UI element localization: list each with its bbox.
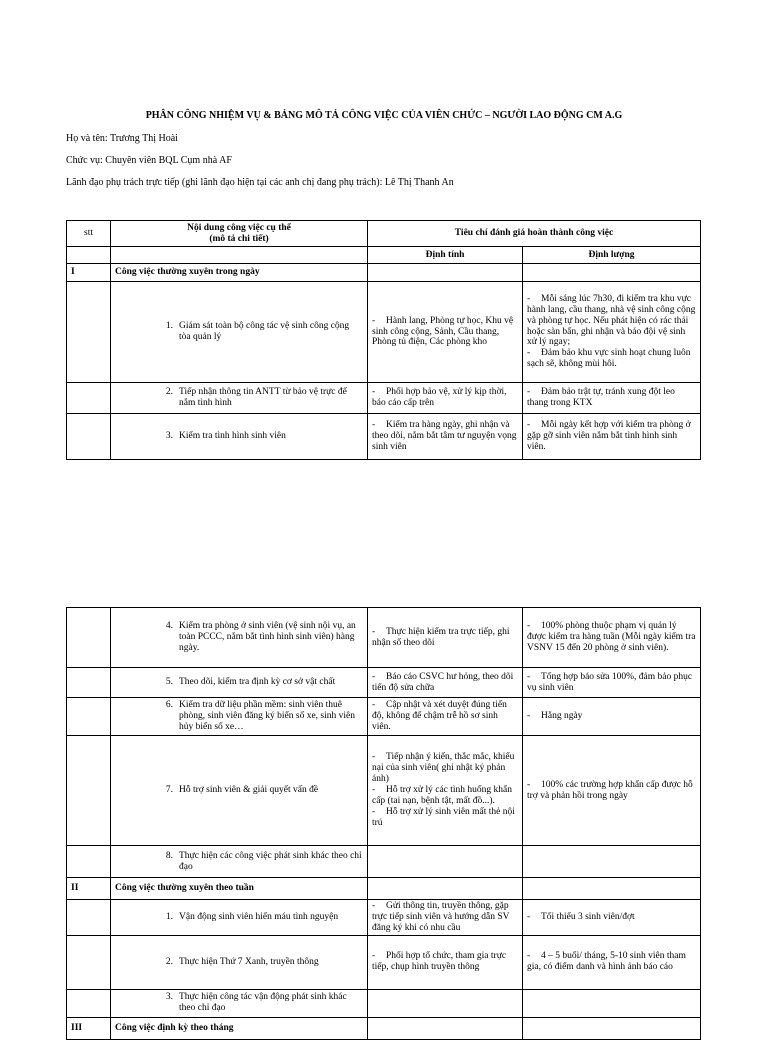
qualitative-text: Cập nhật và xét duyệt đúng tiến độ, không để chậm trễ hồ sơ sinh viên. [372,700,507,732]
employee-name: Họ và tên: Trương Thị Hoài [66,133,178,144]
bullet-dash: - [372,315,376,326]
qualitative-bullet [372,316,518,349]
header-stt: stt [67,221,111,247]
qualitative-cell [368,668,523,698]
qualitative-cell [368,698,523,736]
table-row [67,736,701,846]
qualitative-cell [368,282,523,383]
table-row [67,414,701,460]
quantitative-text: Tối thiểu 3 sinh viên/đợt [541,911,635,922]
table-row [67,935,701,989]
qualitative-text: Gửi thông tin, truyền thông, gặp trực tiếp sinh viên và hướng dẫn SV đăng ký khi có nhu cầu [372,901,510,933]
section-number: III [67,1017,111,1039]
task-number: 6. [165,700,173,711]
table-row [67,698,701,736]
empty-cell [67,698,111,736]
quantitative-bullet [527,951,696,973]
task-number: 3. [165,992,173,1003]
task-number: 2. [165,956,173,967]
task-description: Kiểm tra tình hình sinh viên [179,431,286,442]
qualitative-cell [368,736,523,846]
direct-leader: Lãnh đạo phụ trách trực tiếp (ghi lãnh đạo hiện tại các anh chị đang phụ trách): Lê Thị Thanh An [66,177,454,188]
task-description: Vận động sinh viên hiến máu tình nguyện [179,911,339,922]
employee-position: Chức vụ: Chuyên viên BQL Cụm nhà AF [66,155,232,166]
task-description: Kiểm tra phòng ở sinh viên (vệ sinh nội vụ, an toàn PCCC, nắm bắt tình hình sinh viên) hàng ngày. [179,621,356,653]
task-cell [111,608,368,668]
task-description: Thực hiện các công việc phát sinh khác theo chỉ đạo [179,850,362,872]
qualitative-text: Phối hợp tổ chức, tham gia trực tiếp, chụp hình truyền thông [372,951,507,973]
task-description: Giám sát toàn bộ công tác vệ sinh công cộng tòa quản lý [179,321,350,342]
quantitative-bullet [527,672,696,694]
bullet-dash: - [527,671,531,682]
quantitative-cell [523,989,701,1017]
qualitative-cell [368,414,523,460]
task-number: 2. [165,387,173,398]
header-criteria: Tiêu chí đánh giá hoàn thành công việc [368,221,701,247]
bullet-dash: - [372,901,376,911]
empty-cell [67,282,111,383]
section-label: Công việc định kỳ theo tháng [111,1017,368,1039]
header-qualitative: Định tính [368,247,523,264]
task-number: 8. [165,850,173,861]
bullet-dash: - [527,711,531,722]
qualitative-bullet [372,807,518,829]
empty-cell [368,878,523,900]
quantitative-cell [523,282,701,383]
task-cell [111,935,368,989]
qualitative-text: Thực hiện kiểm tra trực tiếp, ghi nhận số theo dõi [372,626,510,648]
empty-cell [67,846,111,878]
quantitative-text: Mỗi sáng lúc 7h30, đi kiểm tra khu vực hành lang, cầu thang, nhà vệ sinh công cộng và phòng tự học. Nếu phát hiện có rác thải hoặc sàn bẩn, ghi nhận và báo đội vệ sinh xử lý ngay; [527,293,696,348]
header-empty-cell [67,247,111,264]
empty-cell [523,1017,701,1039]
qualitative-text: Hành lang, Phòng tự học, Khu vệ sinh công cộng, Sảnh, Cầu thang, Phòng tủ điện, Các phòng kho [372,315,514,348]
qualitative-text: Kiểm tra hàng ngày, ghi nhận và theo dõi, nắm bắt tâm tư nguyện vọng sinh viên [372,420,517,452]
empty-cell [67,668,111,698]
empty-cell [67,414,111,460]
section-label: Công việc thường xuyên theo tuần [111,878,368,900]
task-cell [111,989,368,1017]
quantitative-text: 100% phòng thuộc phạm vị quản lý được kiểm tra hàng tuần (Mỗi ngày kiểm tra VSNV 15 đến 20 phòng ở sinh viên). [527,621,696,653]
empty-cell [67,383,111,414]
bullet-dash: - [527,621,531,632]
qualitative-bullet [372,700,518,733]
section-label: Công việc thường xuyên trong ngày [111,264,368,282]
quantitative-bullet [527,294,696,349]
task-cell [111,668,368,698]
quantitative-cell [523,736,701,846]
empty-cell [67,989,111,1017]
section-number: II [67,878,111,900]
quantitative-bullet [527,420,696,453]
empty-cell [67,900,111,936]
qualitative-bullet [372,672,518,694]
section-number: I [67,264,111,282]
qualitative-text: Báo cáo CSVC hư hỏng, theo dõi tiến độ sửa chữa [372,671,514,693]
quantitative-text: Đảm bảo khu vực sinh hoạt chung luôn sạch sẽ, không mùi hôi. [527,348,691,370]
header-content-sub: (mô tả chi tiết) [209,233,269,244]
bullet-dash: - [372,806,376,817]
quantitative-cell [523,698,701,736]
table-row [67,989,701,1017]
task-cell [111,414,368,460]
qualitative-bullet [372,387,518,409]
task-description: Thực hiện Thứ 7 Xanh, truyền thông [179,956,319,967]
task-number: 7. [165,785,173,796]
empty-cell [523,878,701,900]
qualitative-bullet [372,420,518,453]
empty-cell [67,608,111,668]
empty-cell [67,736,111,846]
bullet-dash: - [527,348,531,359]
qualitative-text: Tiếp nhận ý kiến, thắc mắc, khiếu nại của sinh viên( ghi nhật ký phản ánh) [372,752,515,785]
header-content-label: Nội dung công việc cụ thể [187,222,291,233]
bullet-dash: - [527,951,531,962]
quantitative-bullet [527,348,696,370]
qualitative-bullet [372,901,518,934]
table-row [67,282,701,383]
table-row [67,668,701,698]
task-rows [67,900,701,1018]
empty-cell [523,264,701,282]
table-row [67,900,701,936]
quantitative-bullet [527,621,696,654]
bullet-dash: - [372,387,376,398]
empty-cell [368,264,523,282]
quantitative-cell [523,935,701,989]
task-rows [67,608,701,878]
task-cell [111,383,368,414]
task-table-page-1 [66,220,701,460]
qualitative-text: Phối hợp bảo vệ, xử lý kịp thời, báo cáo cấp trên [372,387,507,408]
task-rows [67,282,701,460]
task-description: Hỗ trợ sinh viên & giải quyết vấn đề [179,785,319,796]
quantitative-cell [523,414,701,460]
bullet-dash: - [527,420,531,431]
quantitative-bullet [527,780,696,802]
qualitative-cell [368,383,523,414]
bullet-dash: - [372,700,376,711]
bullet-dash: - [372,420,376,431]
task-number: 1. [165,911,173,922]
qualitative-bullet [372,951,518,973]
bullet-dash: - [372,671,376,682]
table-row [67,383,701,414]
header-quantitative: Định lượng [523,247,701,264]
task-description: Thực hiện công tác vận động phát sinh khác theo chỉ đạo [179,992,347,1014]
bullet-dash: - [527,387,531,398]
quantitative-text: 100% các trường hợp khẩn cấp được hỗ trợ và phản hồi trong ngày [527,779,693,801]
task-cell [111,900,368,936]
quantitative-cell [523,383,701,414]
qualitative-bullet [372,785,518,807]
task-description: Kiểm tra dữ liệu phần mềm: sinh viên thuê phòng, sinh viên đăng ký biển số xe, sinh viên hủy biển số xe… [179,700,355,732]
bullet-dash: - [527,293,531,304]
quantitative-bullet [527,912,696,923]
document-title: PHÂN CÔNG NHIỆM VỤ & BẢNG MÔ TẢ CÔNG VIỆC CỦA VIÊN CHỨC – NGƯỜI LAO ĐỘNG CM A.G [145,110,623,121]
header-content [111,221,368,247]
task-description: Theo dõi, kiểm tra định kỳ cơ sở vật chất [179,677,336,688]
qualitative-cell [368,900,523,936]
bullet-dash: - [372,752,376,763]
task-cell [111,846,368,878]
task-cell [111,282,368,383]
quantitative-text: Mỗi ngày kết hợp với kiểm tra phòng ở gặp gỡ sinh viên nắm bắt tình hình sinh viên. [527,420,691,452]
task-number: 4. [165,621,173,632]
table-row [67,846,701,878]
quantitative-text: 4 – 5 buổi/ tháng, 5-10 sinh viên tham gia, có điểm danh và hình ảnh báo cáo [527,951,686,973]
bullet-dash: - [527,911,531,922]
quantitative-cell [523,846,701,878]
quantitative-text: Hằng ngày [541,711,583,722]
bullet-dash: - [527,779,531,790]
task-description: Tiếp nhận thông tin ANTT từ bảo vệ trực để nắm tình hình [179,387,347,408]
qualitative-cell [368,846,523,878]
quantitative-text: Tổng hợp báo sửa 100%, đảm bảo phục vụ sinh viên [527,671,693,693]
bullet-dash: - [372,785,376,796]
task-cell [111,698,368,736]
header-empty-cell [111,247,368,264]
task-number: 3. [165,431,173,442]
quantitative-cell [523,900,701,936]
bullet-dash: - [372,951,376,962]
empty-cell [368,1017,523,1039]
quantitative-text: Đảm bảo trật tự, tránh xung đột leo thang trong KTX [527,387,675,408]
table-row [67,608,701,668]
quantitative-bullet [527,711,696,722]
bullet-dash: - [372,626,376,637]
qualitative-bullet [372,627,518,649]
qualitative-text: Hỗ trợ xử lý các tình huống khẩn cấp (tai nạn, bệnh tật, mất đồ...). [372,785,512,806]
qualitative-cell [368,608,523,668]
qualitative-text: Hỗ trợ xử lý sinh viên mất thẻ nội trú [372,806,515,828]
quantitative-bullet [527,387,696,409]
qualitative-cell [368,935,523,989]
task-number: 5. [165,677,173,688]
task-number: 1. [165,321,173,332]
quantitative-cell [523,668,701,698]
task-cell [111,736,368,846]
quantitative-cell [523,608,701,668]
qualitative-bullet [372,752,518,785]
task-table-page-2 [66,607,701,1040]
empty-cell [67,935,111,989]
qualitative-cell [368,989,523,1017]
